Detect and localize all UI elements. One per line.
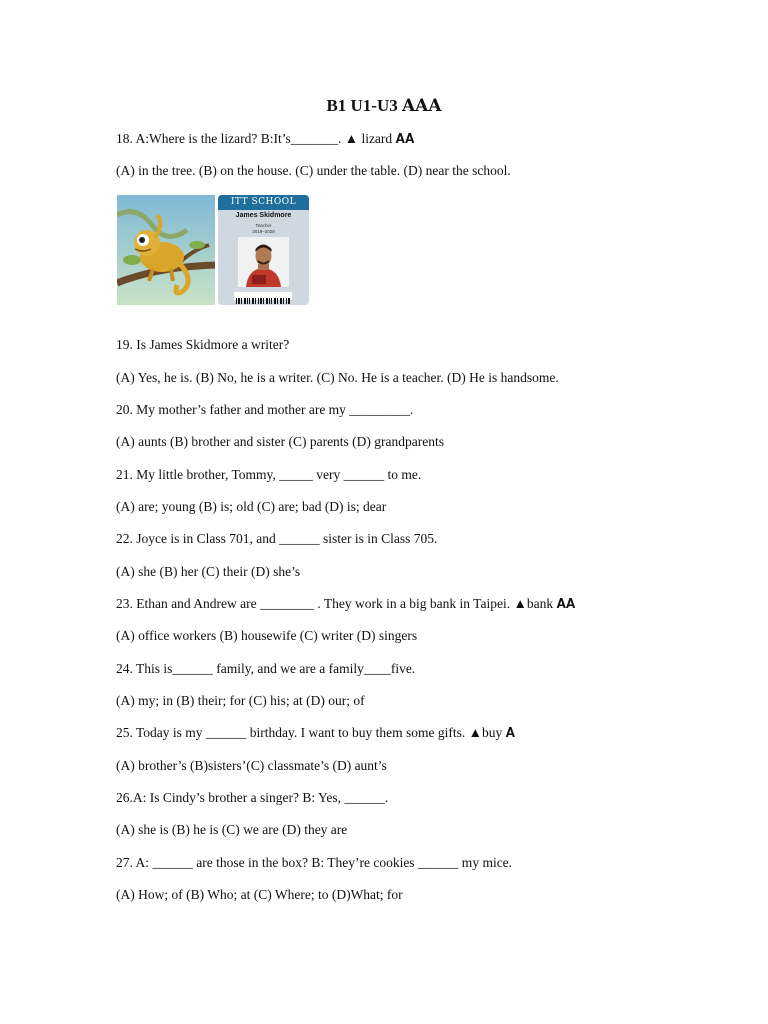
question-23: 23. Ethan and Andrew are ________ . They work in a big bank in Taipei. ▲bank 𝐀𝐀	[116, 596, 576, 611]
options-21: (A) are; young (B) is; old (C) are; bad (D) is; dear	[116, 499, 387, 514]
options-24: (A) my; in (B) their; for (C) his; at (D) our; of	[116, 693, 365, 708]
badge-name: James Skidmore	[235, 212, 292, 219]
question-27: 27. A: ______ are those in the box? B: They’re cookies ______ my mice.	[116, 855, 513, 870]
question-21: 21. My little brother, Tommy, _____ very ______ to me.	[116, 467, 422, 482]
teacher-photo	[238, 237, 289, 287]
question-25: 25. Today is my ______ birthday. I want to buy them some gifts. ▲buy 𝐀	[116, 725, 516, 740]
question-19: 19. Is James Skidmore a writer?	[116, 337, 290, 352]
badge-years: 2019–2028	[252, 229, 275, 234]
question-20: 20. My mother’s father and mother are my _________.	[116, 402, 414, 417]
options-25: (A) brother’s (B)sisters’(C) classmate’s (D) aunt’s	[116, 758, 387, 773]
options-23: (A) office workers (B) housewife (C) writer (D) singers	[116, 628, 418, 643]
id-badge	[218, 195, 309, 305]
question-24: 24. This is______ family, and we are a family____five.	[116, 661, 416, 676]
question-26: 26.A: Is Cindy’s brother a singer? B: Yes, ______.	[116, 790, 389, 805]
options-26: (A) she is (B) he is (C) we are (D) they are	[116, 822, 348, 837]
options-18: (A) in the tree. (B) on the house. (C) under the table. (D) near the school.	[116, 163, 511, 178]
options-19: (A) Yes, he is. (B) No, he is a writer. (C) No. He is a teacher. (D) He is handsome.	[116, 370, 559, 385]
page-title: B1 U1-U3 𝐀𝐀𝐀	[326, 96, 442, 115]
badge-role: Teacher	[255, 223, 272, 228]
lizard-illustration	[117, 195, 215, 305]
options-20: (A) aunts (B) brother and sister (C) parents (D) grandparents	[116, 434, 445, 449]
options-27: (A) How; of (B) Who; at (C) Where; to (D)What; for	[116, 887, 403, 902]
question-22: 22. Joyce is in Class 701, and ______ sister is in Class 705.	[116, 531, 438, 546]
options-22: (A) she (B) her (C) their (D) she’s	[116, 564, 301, 579]
barcode-icon	[234, 292, 292, 300]
question-18: 18. A:Where is the lizard? B:It’s_______. ▲ lizard 𝐀𝐀	[116, 131, 415, 146]
badge-school: ITT SCHOOL	[218, 195, 309, 210]
